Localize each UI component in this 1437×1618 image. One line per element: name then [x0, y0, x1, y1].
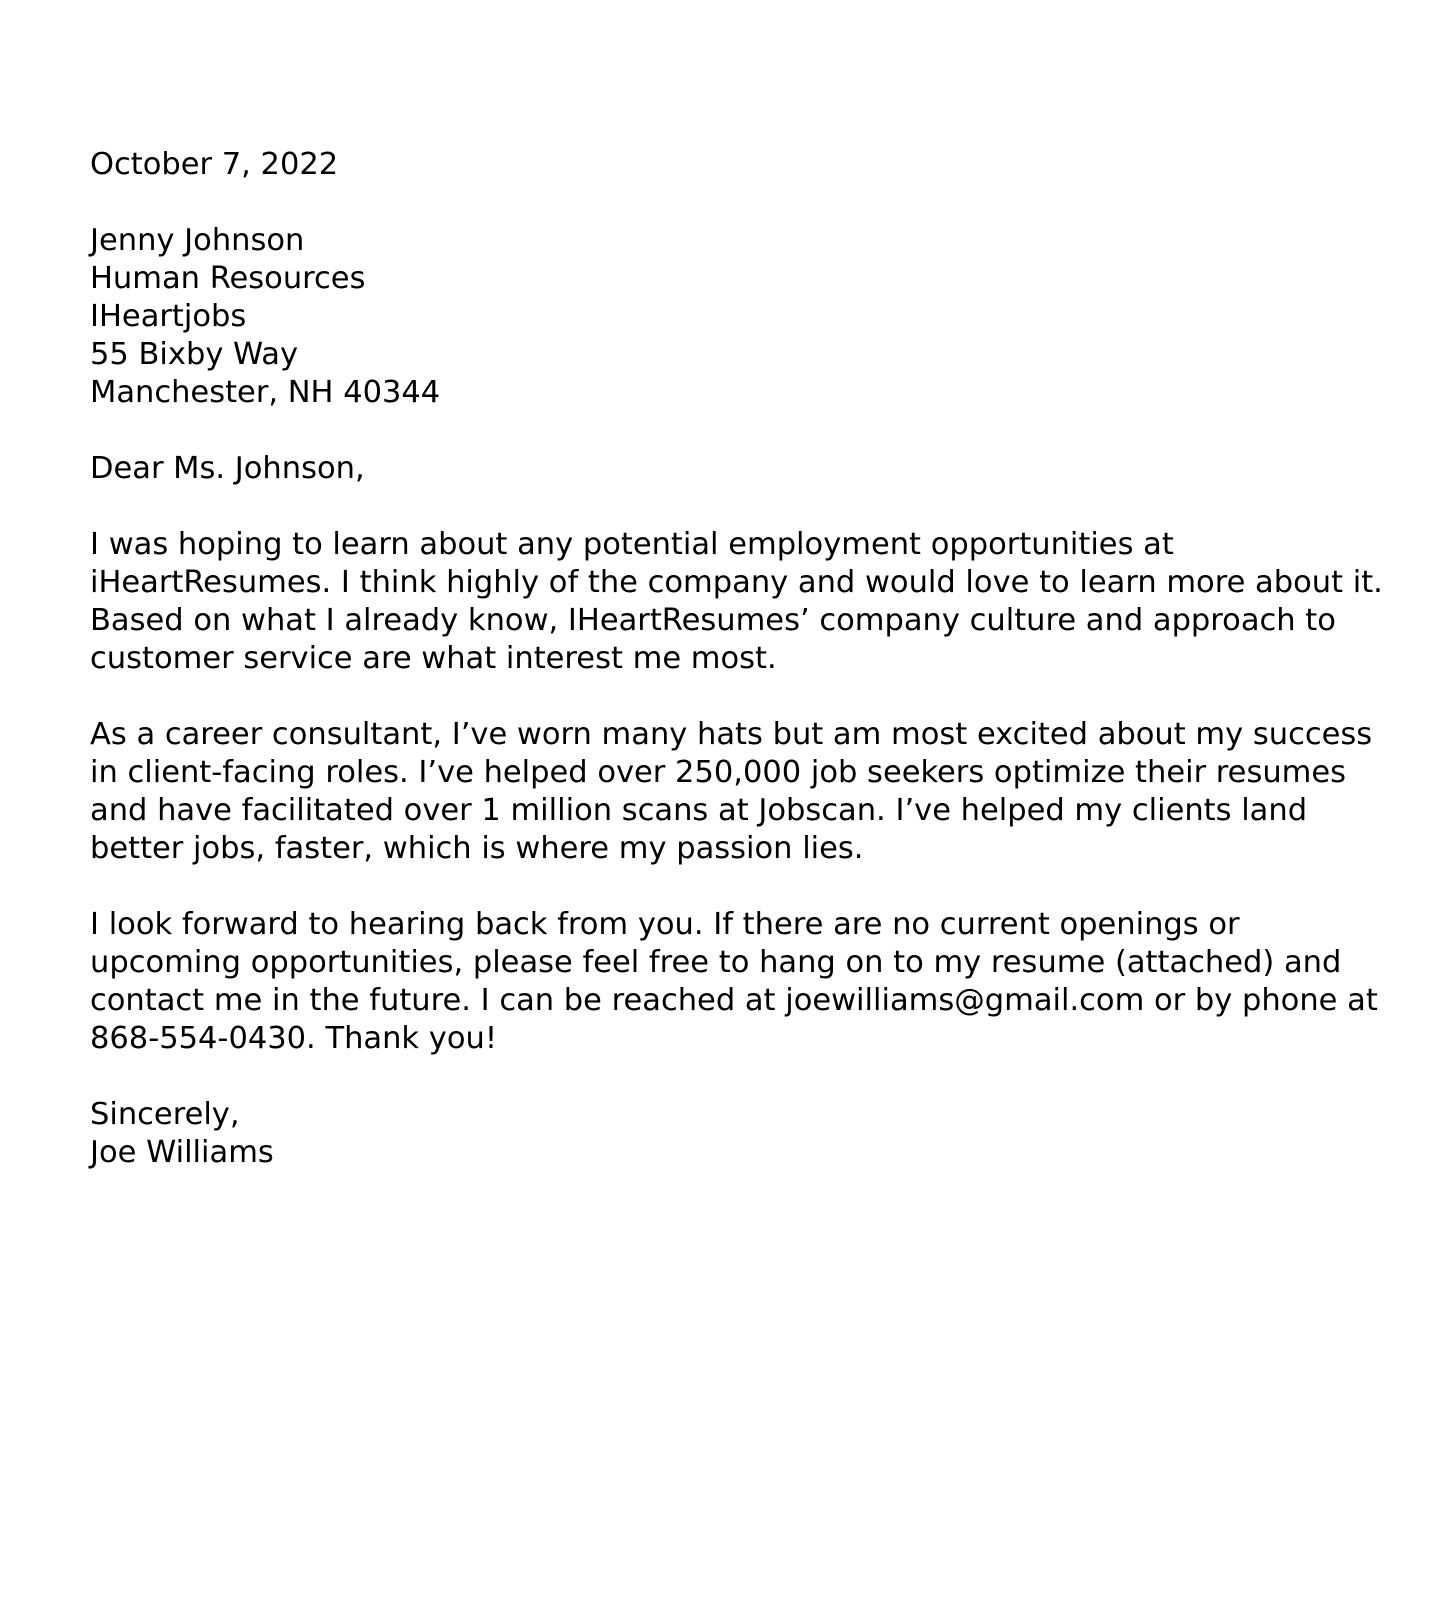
- closing-block: [90, 1096, 1347, 1172]
- paragraph-line: 868-554-0430. Thank you!: [90, 1021, 498, 1056]
- paragraph-line: better jobs, faster, which is where my passion lies.: [90, 831, 864, 866]
- recipient-street: 55 Bixby Way: [90, 337, 299, 372]
- paragraph-line: As a career consultant, I’ve worn many hats but am most excited about my success: [90, 717, 1373, 752]
- paragraph-line: Based on what I already know, IHeartResumes’ company culture and approach to: [90, 603, 1336, 638]
- body-paragraph-1: [90, 526, 1383, 678]
- paragraph-line: contact me in the future. I can be reached at joewilliams@gmail.com or by phone at: [90, 983, 1378, 1018]
- paragraph-line: in client-facing roles. I’ve helped over 250,000 job seekers optimize their resumes: [90, 755, 1347, 790]
- paragraph-line: I was hoping to learn about any potential employment opportunities at: [90, 527, 1174, 562]
- paragraph-line: I look forward to hearing back from you. If there are no current openings or: [90, 907, 1240, 942]
- date-block: [90, 146, 1347, 184]
- paragraph-line: customer service are what interest me most.: [90, 641, 777, 676]
- salutation: Dear Ms. Johnson,: [90, 451, 365, 486]
- paragraph-line: iHeartResumes. I think highly of the company and would love to learn more about it.: [90, 565, 1383, 600]
- paragraph-line: upcoming opportunities, please feel free to hang on to my resume (attached) and: [90, 945, 1342, 980]
- recipient-address-block: [90, 222, 1347, 412]
- recipient-name: Jenny Johnson: [90, 223, 305, 258]
- body-paragraph-2: [90, 716, 1373, 868]
- recipient-department: Human Resources: [90, 261, 366, 296]
- paragraph-line: and have facilitated over 1 million scans at Jobscan. I’ve helped my clients land: [90, 793, 1308, 828]
- recipient-company: IHeartjobs: [90, 299, 247, 334]
- signature-name: Joe Williams: [90, 1135, 274, 1170]
- closing: Sincerely,: [90, 1097, 240, 1132]
- letter-date: October 7, 2022: [90, 147, 339, 182]
- body-paragraph-3: [90, 906, 1378, 1058]
- recipient-city-state-zip: Manchester, NH 40344: [90, 375, 441, 410]
- salutation-block: [90, 450, 1347, 488]
